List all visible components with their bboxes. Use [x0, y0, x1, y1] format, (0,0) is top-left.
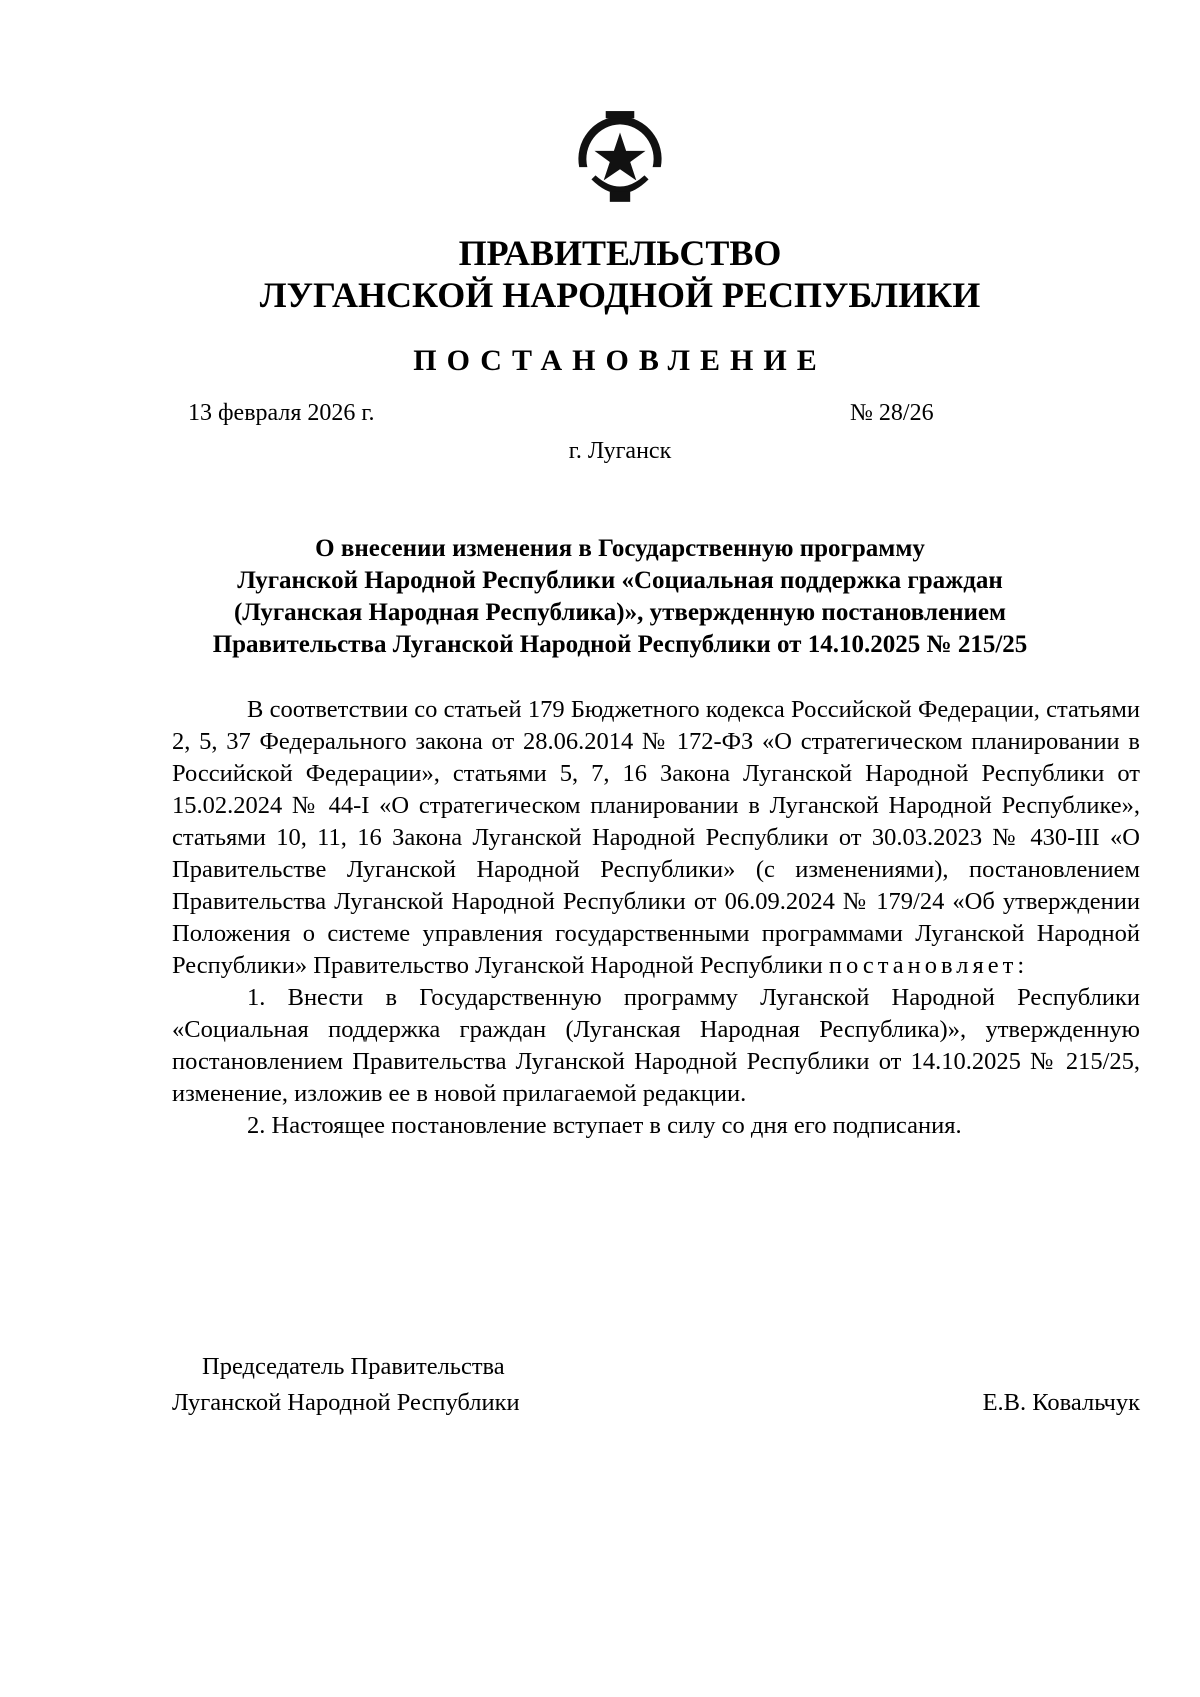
preamble-paragraph — [172, 694, 1140, 982]
decree-colon: : — [1017, 952, 1025, 979]
organization-line-2: ЛУГАНСКОЙ НАРОДНОЙ РЕСПУБЛИКИ — [259, 275, 981, 315]
signatory-title-line-2: Луганской Народной Республики — [172, 1389, 520, 1416]
document-number: № 28/26 — [850, 400, 934, 426]
subject-line: (Луганская Народная Республика)», утвержденную постановлением — [233, 599, 1007, 626]
item-1-paragraph: 1. Внести в Государственную программу Луганской Народной Республики «Социальная поддержка граждан (Луганская Народная Республика)», утвержденную постановлением Правительства Луганской Народной Республики от 14.10.2025 № 215/25, изменение, изложив ее в новой прилагаемой редакции. — [172, 984, 1140, 1107]
subject-line: Правительства Луганской Народной Республики от 14.10.2025 № 215/25 — [212, 631, 1028, 658]
preamble-text: В соответствии со статьей 179 Бюджетного кодекса Российской Федерации, статьями 2, 5, 37 Федерального закона от 28.06.2014 № 172-ФЗ «О стратегическом планировании в Российской Федерации», статьями 5, 7, 16 Закона Луганской Народной Республики от 15.02.2024 № 44-I «О стратегическом планировании в Луганской Народной Республике», статьями 10, 11, 16 Закона Луганской Народной Республики от 30.03.2023 № 430-III «О Правительстве Луганской Народной Республики» (с изменениями), постановлением Правительства Луганской Народной Республики от 06.09.2024 № 179/24 «Об утверждении Положения о системе управления государственными программами Луганской Народной Республики» Правительство Луганской Народной Республики — [172, 696, 1140, 979]
signatory-title — [172, 1349, 520, 1421]
organization-name — [0, 232, 1200, 316]
document-body — [172, 694, 1140, 1142]
document-city: г. Луганск — [568, 438, 672, 464]
decree-word: постановляет — [828, 952, 1018, 979]
document-subject — [170, 533, 1070, 661]
organization-line-1: ПРАВИТЕЛЬСТВО — [458, 233, 782, 273]
signatory-title-line-1: Председатель Правительства — [202, 1353, 505, 1380]
subject-line: О внесении изменения в Государственную программу — [315, 535, 925, 562]
item-2-paragraph: 2. Настоящее постановление вступает в силу со дня его подписания. — [247, 1112, 962, 1139]
coat-of-arms-emblem — [569, 108, 671, 210]
document-date: 13 февраля 2026 г. — [188, 400, 375, 426]
subject-line: Луганской Народной Республики «Социальная поддержка граждан — [237, 567, 1003, 594]
signatory-name: Е.В. Ковальчук — [982, 1389, 1140, 1416]
document-type: ПОСТАНОВЛЕНИЕ — [413, 344, 827, 377]
